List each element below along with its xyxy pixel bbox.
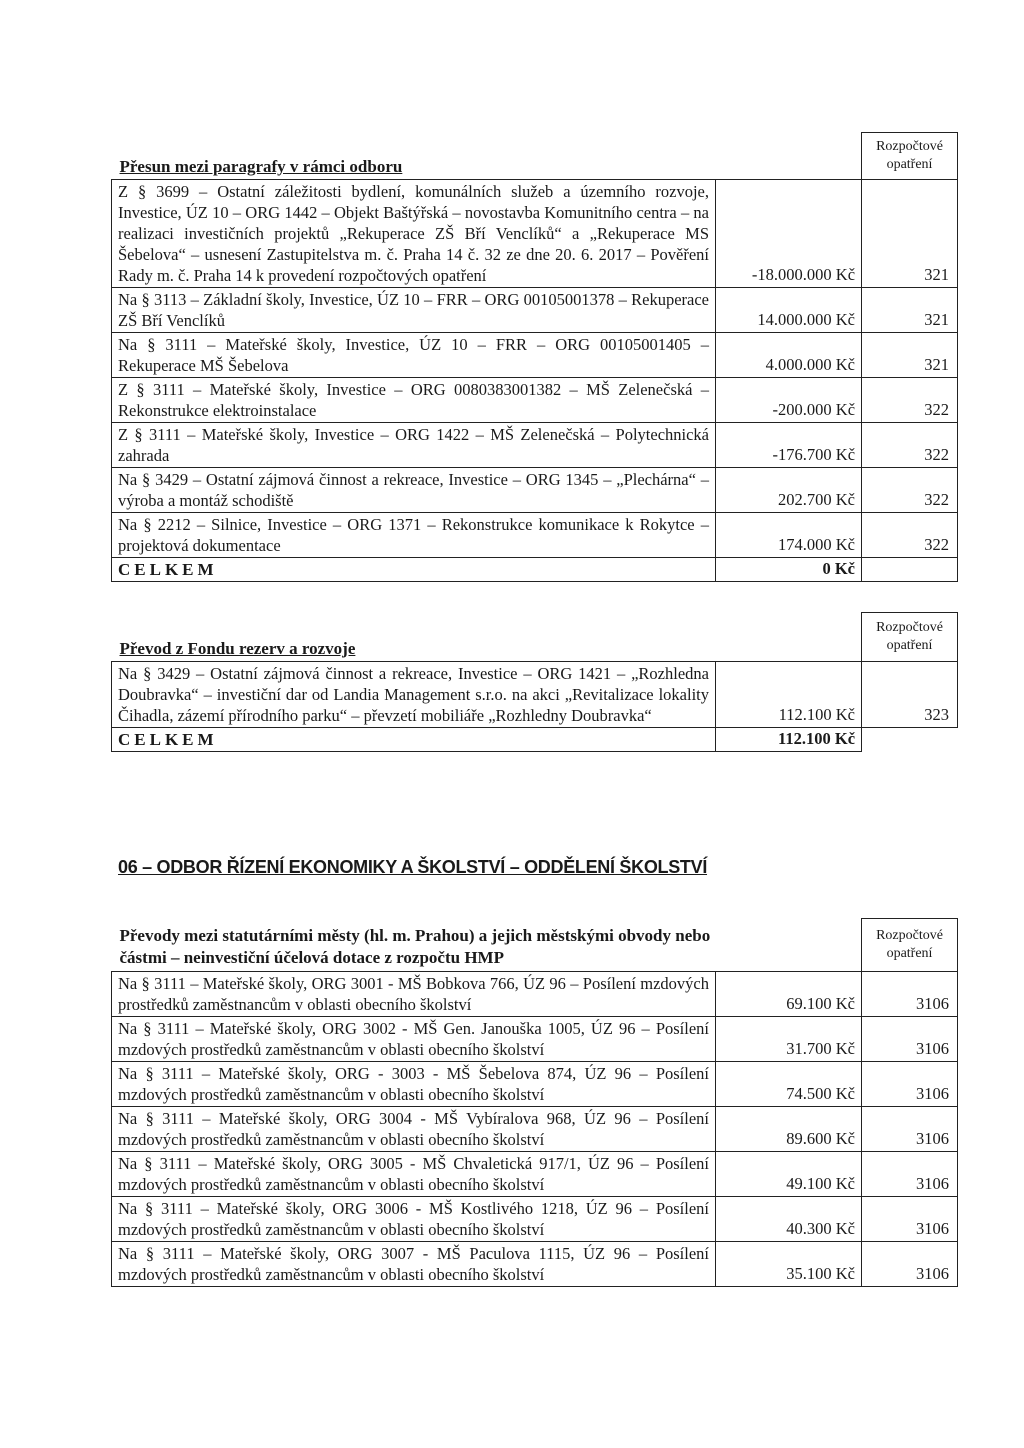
row-ro-number: 321 (862, 288, 958, 333)
total-row (112, 728, 958, 752)
row-description: Na § 2212 – Silnice, Investice – ORG 1371 – Rekonstrukce komunikace k Rokytce – projektová dokumentace (112, 513, 716, 558)
table-row (112, 378, 958, 423)
row-ro-number: 3106 (862, 1062, 958, 1107)
section-title: Převod z Fondu rezerv a rozvoje (119, 639, 356, 658)
total-ro-empty (862, 558, 958, 582)
table-row (112, 288, 958, 333)
row-amount: 174.000 Kč (716, 513, 862, 558)
section-title: Přesun mezi paragrafy v rámci odboru (119, 157, 403, 176)
row-ro-number: 322 (862, 468, 958, 513)
ro-header: Rozpočtové opatření (862, 133, 958, 180)
row-description: Na § 3111 – Mateřské školy, ORG 3005 - MŠ Chvaletická 917/1, ÚZ 96 – Posílení mzdových prostředků zaměstnancům v oblasti obecního školství (112, 1152, 716, 1197)
row-amount: 35.100 Kč (716, 1242, 862, 1287)
row-amount: 202.700 Kč (716, 468, 862, 513)
table-row (112, 972, 958, 1017)
total-amount: 112.100 Kč (716, 728, 862, 752)
row-amount: -176.700 Kč (716, 423, 862, 468)
row-description: Na § 3111 – Mateřské školy, ORG - 3003 - MŠ Šebelova 874, ÚZ 96 – Posílení mzdových prostředků zaměstnancům v oblasti obecního školství (112, 1062, 716, 1107)
row-description: Na § 3111 – Mateřské školy, ORG 3006 - MŠ Kostlivého 1218, ÚZ 96 – Posílení mzdových prostředků zaměstnancům v oblasti obecního školství (112, 1197, 716, 1242)
total-label: CELKEM (112, 728, 716, 752)
table-header-row (112, 919, 958, 972)
row-amount: 74.500 Kč (716, 1062, 862, 1107)
row-description: Z § 3111 – Mateřské školy, Investice – ORG 0080383001382 – MŠ Zelenečská – Rekonstrukce elektroinstalace (112, 378, 716, 423)
total-label: CELKEM (112, 558, 716, 582)
table-row (112, 180, 958, 288)
row-ro-number: 322 (862, 513, 958, 558)
section-title: Převody mezi statutárními městy (hl. m. Prahou) a jejich městskými obvody nebo částmi – neinvestiční účelová dotace z rozpočtu HMP (119, 926, 711, 967)
section-title-cell (112, 133, 862, 180)
row-ro-number: 323 (862, 662, 958, 728)
row-amount: 89.600 Kč (716, 1107, 862, 1152)
section-hmp-transfers (111, 918, 957, 1287)
reserve-fund-table (111, 612, 958, 752)
row-amount: 31.700 Kč (716, 1017, 862, 1062)
row-description: Na § 3111 – Mateřské školy, ORG 3004 - MŠ Vybíralova 968, ÚZ 96 – Posílení mzdových prostředků zaměstnancům v oblasti obecního školství (112, 1107, 716, 1152)
table-row (112, 1017, 958, 1062)
row-amount: 49.100 Kč (716, 1152, 862, 1197)
row-ro-number: 3106 (862, 1107, 958, 1152)
table-header-row (112, 133, 958, 180)
row-ro-number: 322 (862, 423, 958, 468)
row-amount: 40.300 Kč (716, 1197, 862, 1242)
row-amount: 69.100 Kč (716, 972, 862, 1017)
table-row (112, 662, 958, 728)
row-amount: 4.000.000 Kč (716, 333, 862, 378)
table-row (112, 1107, 958, 1152)
hmp-transfer-table (111, 918, 958, 1287)
row-ro-number: 3106 (862, 1017, 958, 1062)
section-title-cell (112, 613, 862, 662)
table-row (112, 1062, 958, 1107)
table-row (112, 513, 958, 558)
row-ro-number: 321 (862, 180, 958, 288)
table-row (112, 423, 958, 468)
section-transfer-between-paragraphs (111, 132, 957, 582)
row-description: Na § 3111 – Mateřské školy, ORG 3001 - MŠ Bobkova 766, ÚZ 96 – Posílení mzdových prostředků zaměstnancům v oblasti obecního školství (112, 972, 716, 1017)
row-description: Z § 3699 – Ostatní záležitosti bydlení, komunálních služeb a územního rozvoje, Investice, ÚZ 10 – ORG 1442 – Objekt Baštýřská – novostavba Komunitního centra – na realizaci investičních projektů „Rekuperace ZŠ Bří Venclíků“ a „Rekuperace MS Šebelova“ – usnesení Zastupitelstva m. č. Praha 14 č. 32 ze dne 20. 6. 2017 – Pověření Rady m. č. Praha 14 k provedení rozpočtových opatření (112, 180, 716, 288)
row-ro-number: 3106 (862, 1152, 958, 1197)
table-header-row (112, 613, 958, 662)
department-heading: 06 – ODBOR ŘÍZENÍ EKONOMIKY A ŠKOLSTVÍ – ODDĚLENÍ ŠKOLSTVÍ (118, 857, 708, 877)
ro-header: Rozpočtové opatření (862, 613, 958, 662)
row-ro-number: 322 (862, 378, 958, 423)
transfer-table (111, 132, 958, 582)
row-amount: -18.000.000 Kč (716, 180, 862, 288)
table-row (112, 1242, 958, 1287)
row-description: Na § 3111 – Mateřské školy, ORG 3002 - MŠ Gen. Janouška 1005, ÚZ 96 – Posílení mzdových prostředků zaměstnancům v oblasti obecního školství (112, 1017, 716, 1062)
row-ro-number: 321 (862, 333, 958, 378)
row-description: Na § 3111 – Mateřské školy, ORG 3007 - MŠ Paculova 1115, ÚZ 96 – Posílení mzdových prostředků zaměstnancům v oblasti obecního školství (112, 1242, 716, 1287)
row-ro-number: 3106 (862, 1242, 958, 1287)
row-ro-number: 3106 (862, 972, 958, 1017)
row-description: Na § 3429 – Ostatní zájmová činnost a rekreace, Investice – ORG 1345 – „Plechárna“ – výroba a montáž schodiště (112, 468, 716, 513)
section-reserve-fund-transfer (111, 612, 957, 752)
total-amount: 0 Kč (716, 558, 862, 582)
row-description: Z § 3111 – Mateřské školy, Investice – ORG 1422 – MŠ Zelenečská – Polytechnická zahrada (112, 423, 716, 468)
section-title-cell (112, 919, 862, 972)
row-amount: 14.000.000 Kč (716, 288, 862, 333)
total-ro-empty (862, 728, 958, 752)
table-row (112, 1152, 958, 1197)
row-description: Na § 3429 – Ostatní zájmová činnost a rekreace, Investice – ORG 1421 – „Rozhledna Doubravka“ – investiční dar od Landia Management s.r.o. na akci „Revitalizace lokality Čihadla, zázemí přírodního parku“ – převzetí mobiliáře „Rozhledny Doubravka“ (112, 662, 716, 728)
row-description: Na § 3111 – Mateřské školy, Investice, ÚZ 10 – FRR – ORG 00105001405 – Rekuperace MŠ Šebelova (112, 333, 716, 378)
total-row (112, 558, 958, 582)
row-ro-number: 3106 (862, 1197, 958, 1242)
ro-header: Rozpočtové opatření (862, 919, 958, 972)
row-description: Na § 3113 – Základní školy, Investice, ÚZ 10 – FRR – ORG 00105001378 – Rekuperace ZŠ Bří Venclíků (112, 288, 716, 333)
row-amount: 112.100 Kč (716, 662, 862, 728)
table-row (112, 1197, 958, 1242)
table-row (112, 333, 958, 378)
table-row (112, 468, 958, 513)
row-amount: -200.000 Kč (716, 378, 862, 423)
